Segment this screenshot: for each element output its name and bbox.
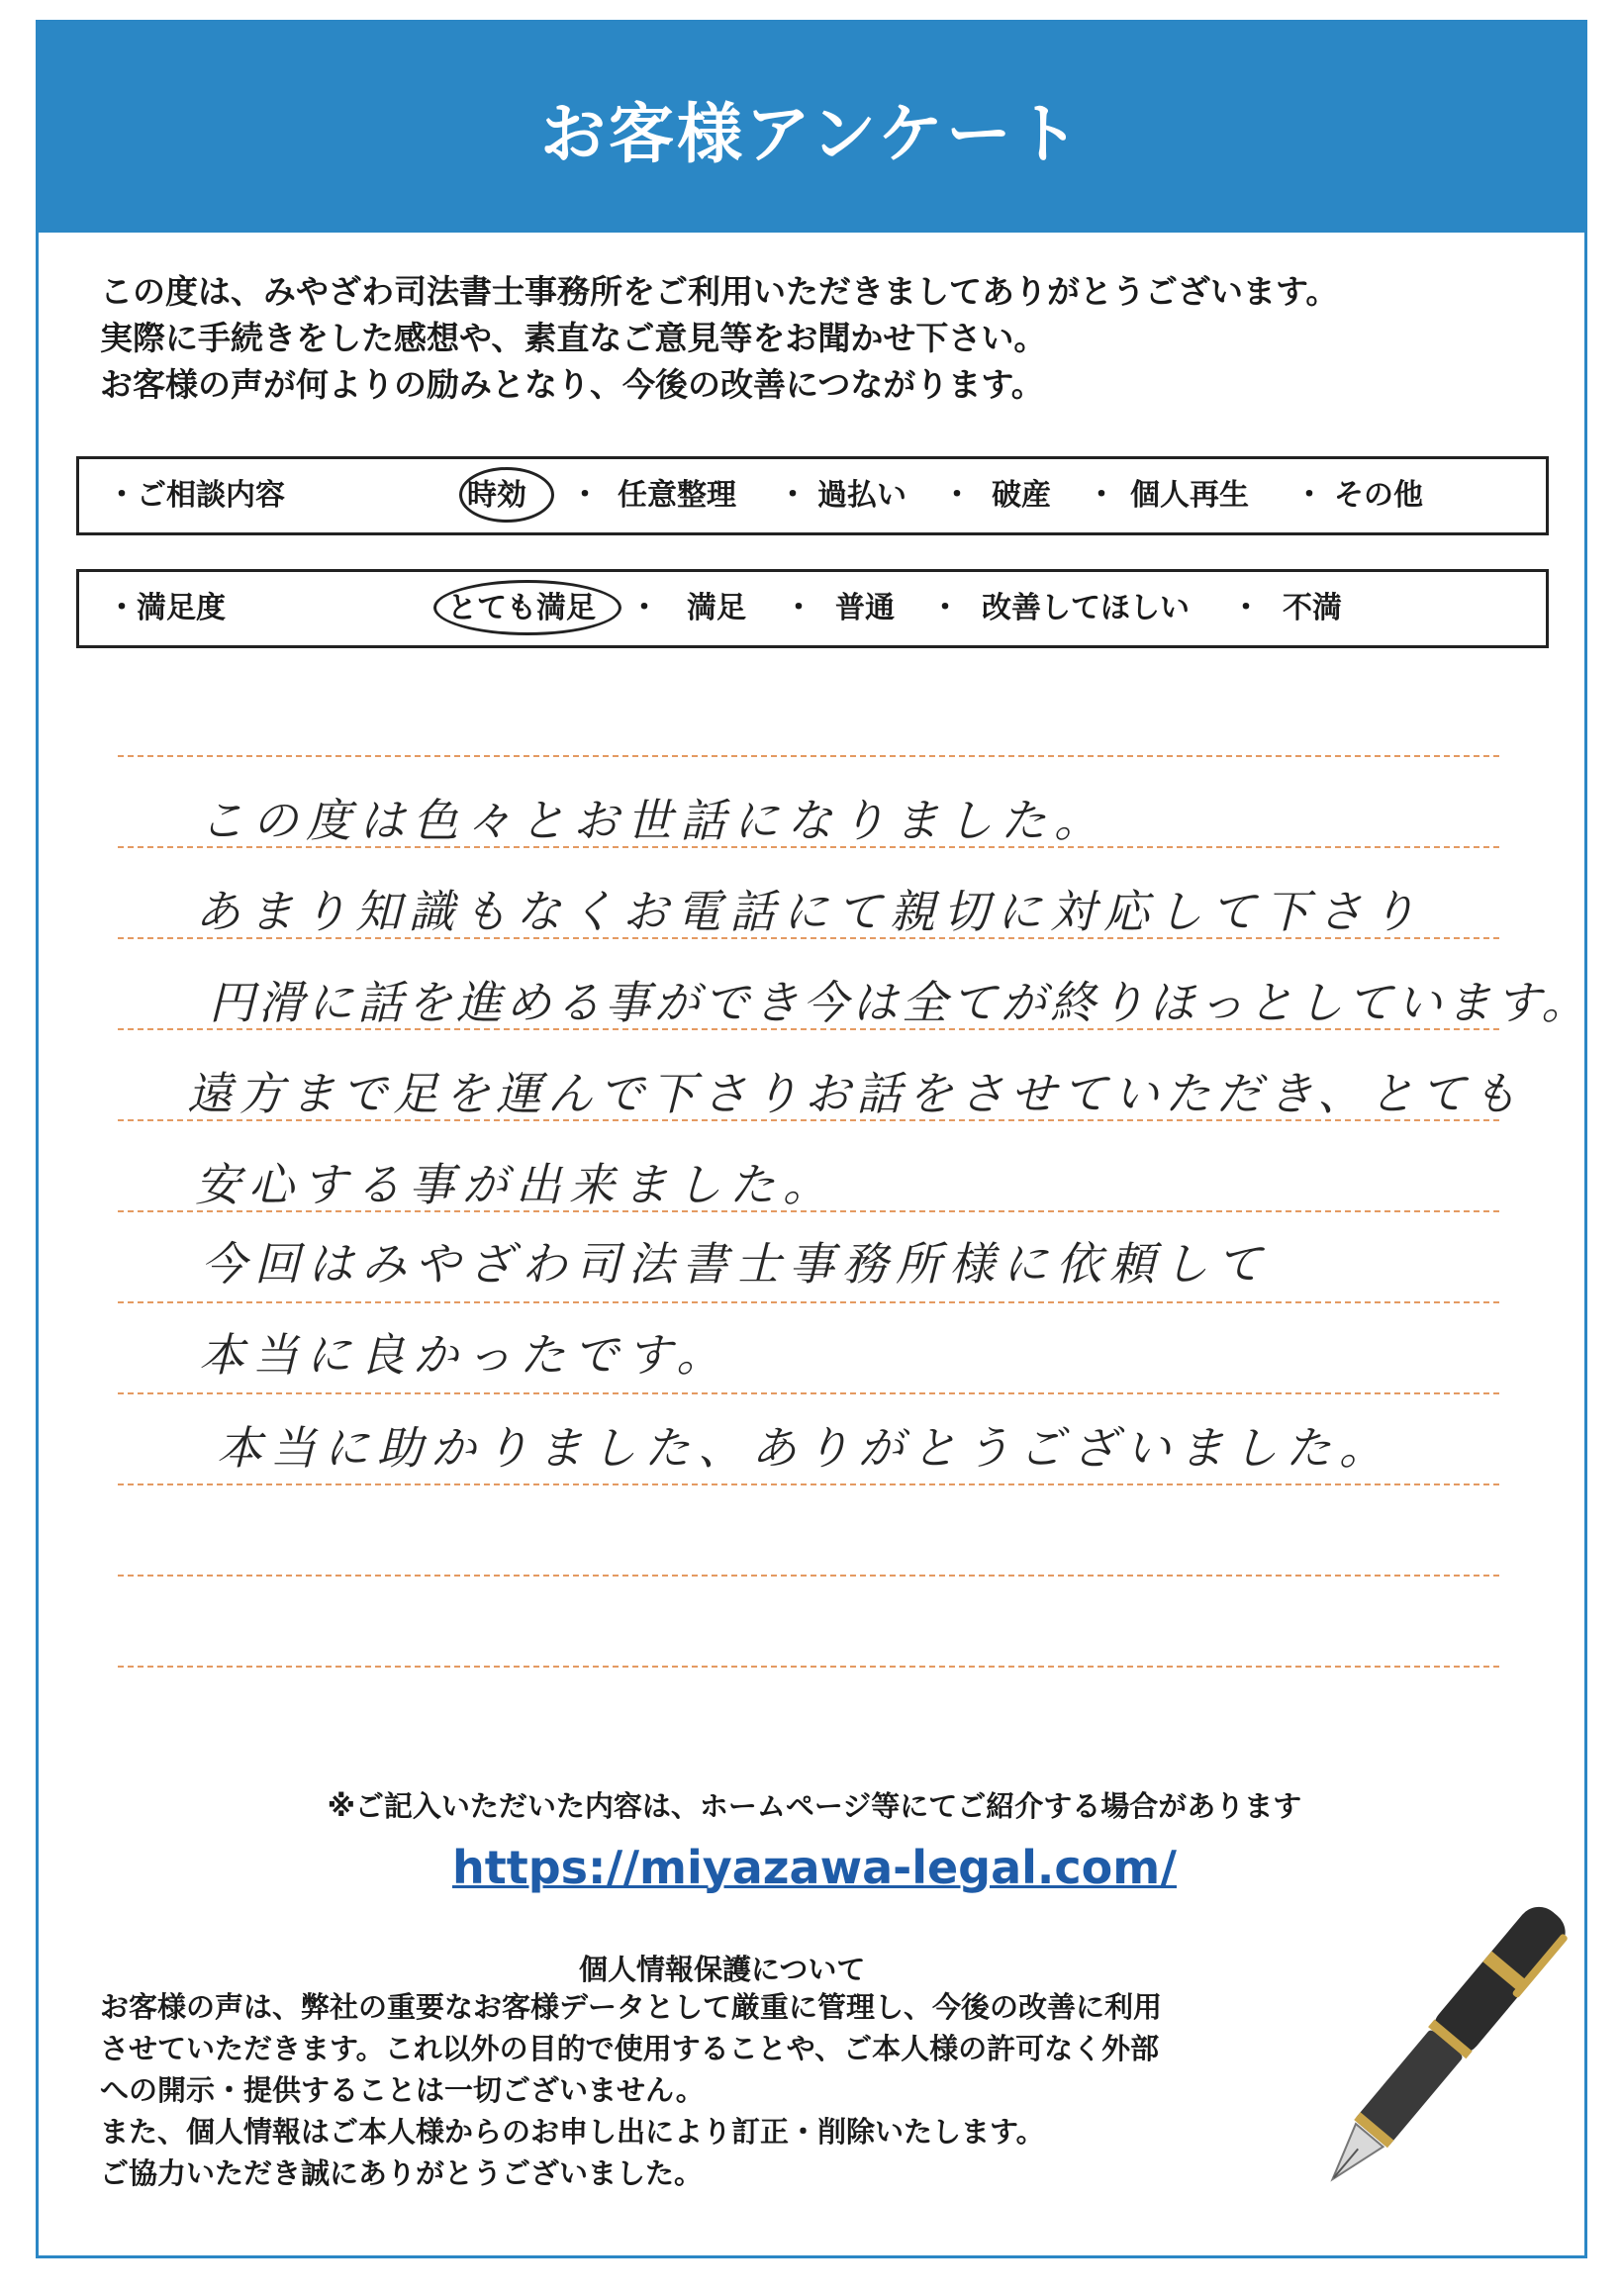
- handwritten-line: 今回はみやざわ司法書士事務所様に依頼して: [201, 1237, 1270, 1291]
- option-totemo-manzoku[interactable]: とても満足: [447, 591, 596, 625]
- option-nini-seiri[interactable]: 任意整理: [618, 478, 736, 513]
- privacy-line: また、個人情報はご本人様からのお申し出により訂正・削除いたします。: [100, 2115, 1045, 2149]
- ruled-line: [118, 1301, 1499, 1303]
- separator: ・: [1294, 478, 1324, 513]
- page-title: お客様アンケート: [539, 95, 1084, 172]
- intro-line: この度は、みやざわ司法書士事務所をご利用いただきましてありがとうございます。: [100, 272, 1339, 311]
- option-kaizen[interactable]: 改善してほしい: [982, 591, 1190, 625]
- handwritten-line: 本当に助かりました、ありがとうございました。: [217, 1421, 1392, 1475]
- handwritten-line: 本当に良かったです。: [199, 1328, 730, 1382]
- intro-text: [100, 268, 1545, 408]
- option-jikou[interactable]: 時効: [467, 478, 526, 513]
- satisfaction-label: ・満足度: [107, 591, 226, 625]
- website-link[interactable]: https://miyazawa-legal.com/: [452, 1841, 1177, 1894]
- handwritten-line: 安心する事が出来ました。: [195, 1158, 836, 1211]
- disclosure-notice: ※ご記入いただいた内容は、ホームページ等にてご紹介する場合があります: [327, 1789, 1302, 1823]
- fountain-pen-icon: [1315, 1883, 1573, 2210]
- handwritten-line: この度は色々とお世話になりました。: [199, 794, 1107, 847]
- separator: ・: [1087, 478, 1116, 513]
- consultation-label: ・ご相談内容: [107, 478, 285, 513]
- option-sonota[interactable]: その他: [1334, 478, 1423, 513]
- separator: ・: [942, 478, 972, 513]
- privacy-text: [100, 1986, 1347, 2194]
- handwritten-line: 遠方まで足を運んで下さりお話をさせていただき、とても: [187, 1067, 1524, 1120]
- separator: ・: [778, 478, 808, 513]
- intro-line: 実際に手続きをした感想や、素直なご意見等をお聞かせ下さい。: [100, 319, 1047, 357]
- ruled-line: [118, 1575, 1499, 1577]
- option-manzoku[interactable]: 満足: [687, 591, 746, 625]
- ruled-line: [118, 1392, 1499, 1394]
- separator: ・: [930, 591, 960, 625]
- option-kabarai[interactable]: 過払い: [817, 478, 906, 513]
- privacy-line: への開示・提供することは一切ございません。: [100, 2073, 705, 2107]
- option-futsuu[interactable]: 普通: [835, 591, 895, 625]
- option-fuman[interactable]: 不満: [1283, 591, 1342, 625]
- satisfaction-box: [76, 569, 1549, 648]
- separator: ・: [784, 591, 813, 625]
- privacy-line: させていただきます。これ以外の目的で使用することや、ご本人様の許可なく外部: [100, 2032, 1160, 2065]
- separator: ・: [629, 591, 659, 625]
- ruled-line: [118, 1483, 1499, 1485]
- header-banner: [39, 23, 1584, 233]
- handwritten-line: 円滑に話を進める事ができ今は全てが終りほっとしています。: [209, 976, 1591, 1029]
- privacy-title: 個人情報保護について: [579, 1953, 866, 1986]
- privacy-line: お客様の声は、弊社の重要なお客様データとして厳重に管理し、今後の改善に利用: [100, 1990, 1163, 2024]
- separator: ・: [570, 478, 600, 513]
- consultation-box: [76, 456, 1549, 535]
- privacy-line: ご協力いただき誠にありがとうございました。: [100, 2156, 704, 2190]
- option-kojin-saisei[interactable]: 個人再生: [1130, 478, 1249, 513]
- ruled-line: [118, 1666, 1499, 1668]
- handwritten-line: あまり知識もなくお電話にて親切に対応して下さり: [195, 885, 1424, 938]
- separator: ・: [1231, 591, 1261, 625]
- survey-form: [36, 20, 1591, 2258]
- intro-line: お客様の声が何よりの励みとなり、今後の改善につながります。: [100, 365, 1044, 404]
- option-hasan[interactable]: 破産: [992, 478, 1051, 513]
- ruled-line: [118, 755, 1499, 757]
